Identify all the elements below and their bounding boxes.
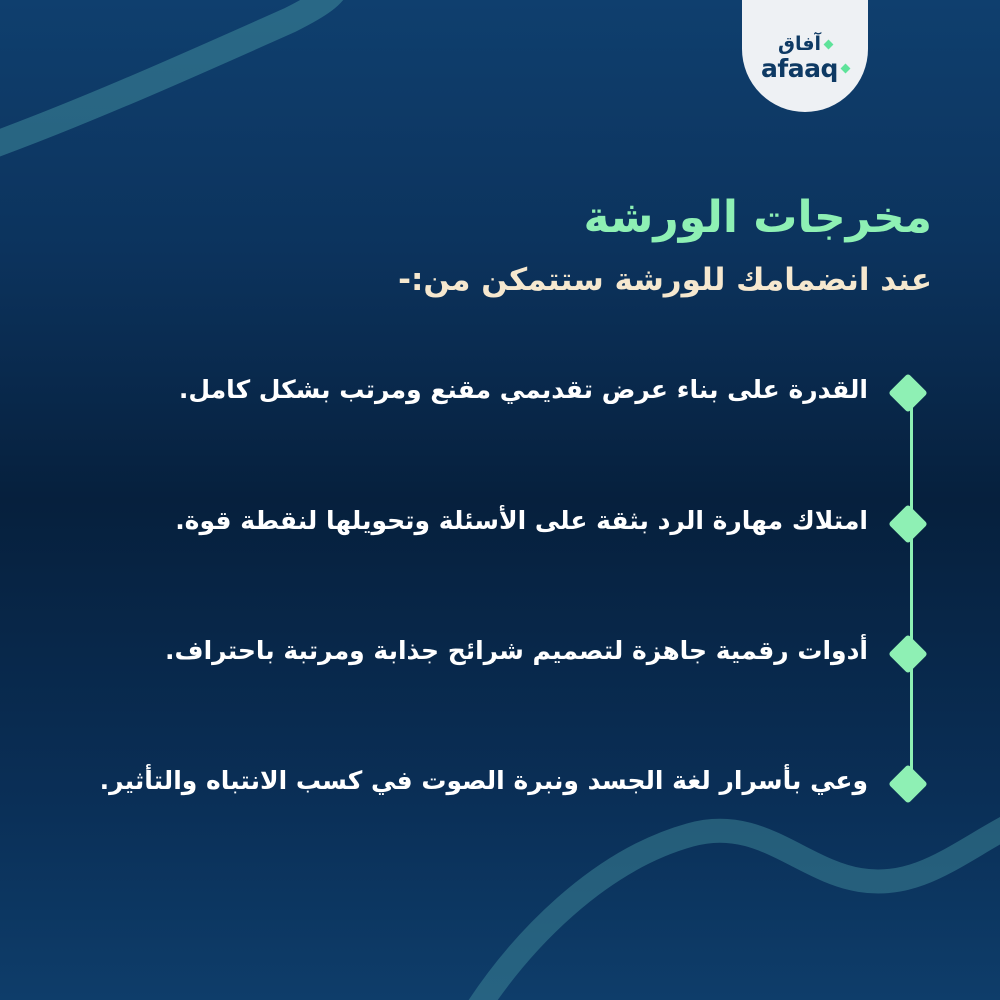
logo-latin-text: afaaq	[761, 54, 838, 83]
logo-arabic-text: آفاق	[777, 33, 822, 55]
timeline-line	[910, 392, 913, 787]
outcome-item: أدوات رقمية جاهزة لتصميم شرائح جذابة ومرتبة باحتراف.	[165, 636, 868, 665]
outcome-item: وعي بأسرار لغة الجسد ونبرة الصوت في كسب الانتباه والتأثير.	[99, 766, 868, 795]
outcome-item: امتلاك مهارة الرد بثقة على الأسئلة وتحويلها لنقطة قوة.	[175, 506, 868, 535]
page-subtitle: عند انضمامك للورشة ستتمكن من:-	[398, 262, 932, 298]
logo-diamond-icon	[840, 64, 850, 74]
page-title: مخرجات الورشة	[583, 192, 932, 243]
outcome-item: القدرة على بناء عرض تقديمي مقنع ومرتب بشكل كامل.	[178, 375, 868, 404]
logo-diamond-icon	[824, 40, 834, 50]
